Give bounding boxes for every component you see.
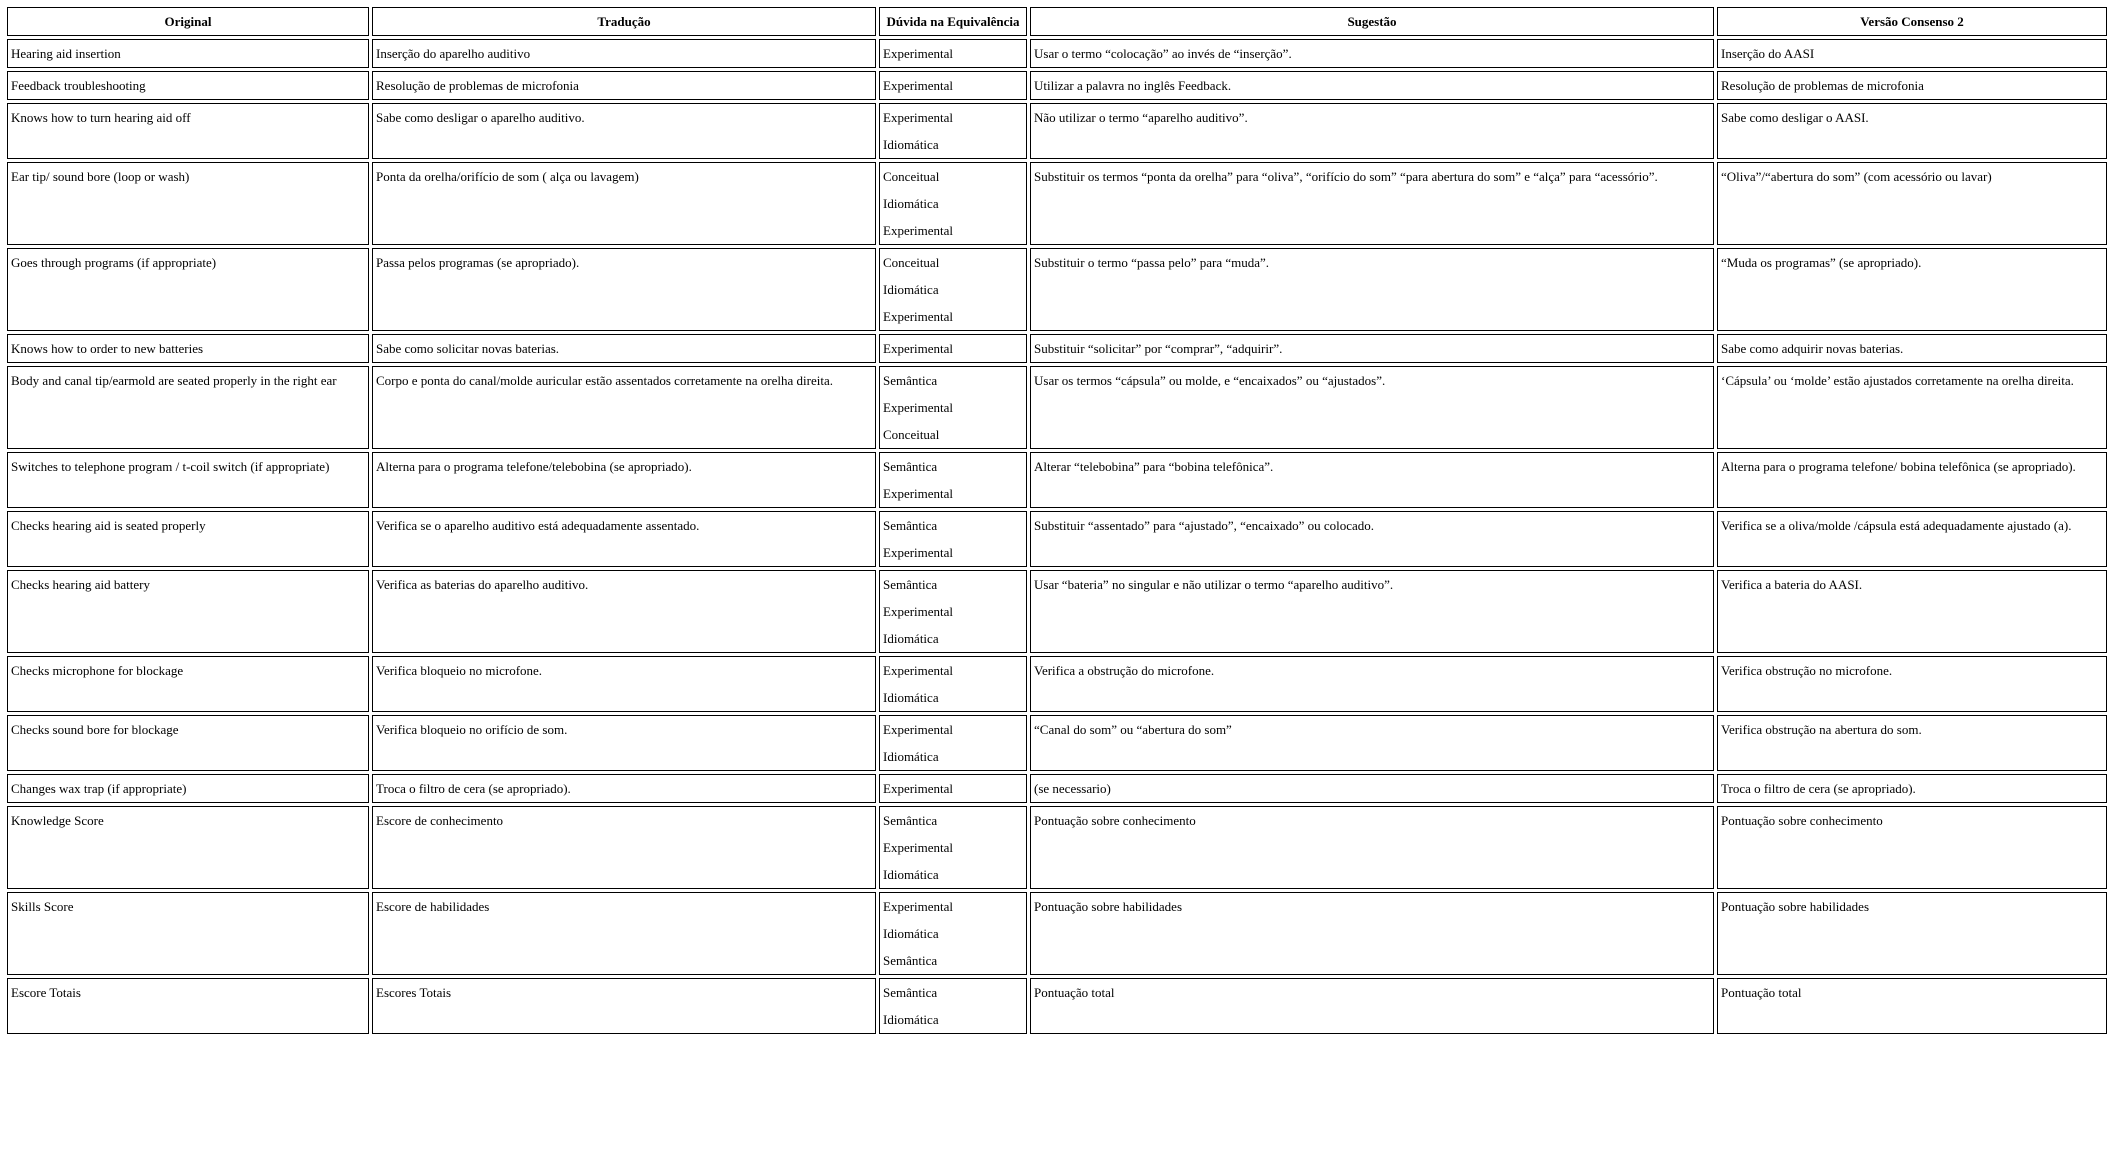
duvida-item: Semântica — [883, 459, 938, 474]
cell-consenso: Pontuação sobre conhecimento — [1717, 806, 2107, 889]
cell-traducao: Sabe como desligar o aparelho auditivo. — [372, 103, 876, 159]
cell-traducao: Corpo e ponta do canal/molde auricular estão assentados corretamente na orelha direita. — [372, 366, 876, 449]
cell-traducao: Ponta da orelha/orifício de som ( alça ou lavagem) — [372, 162, 876, 245]
cell-consenso: Inserção do AASI — [1717, 39, 2107, 68]
table-row — [7, 39, 2107, 68]
duvida-item: Semântica — [883, 577, 938, 592]
cell-sugestao: Pontuação sobre conhecimento — [1030, 806, 1714, 889]
cell-consenso: Sabe como desligar o AASI. — [1717, 103, 2107, 159]
cell-sugestao: Alterar “telebobina” para “bobina telefônica”. — [1030, 452, 1714, 508]
cell-consenso: Verifica se a oliva/molde /cápsula está adequadamente ajustado (a). — [1717, 511, 2107, 567]
duvida-item: Conceitual — [883, 169, 940, 184]
table-row — [7, 71, 2107, 100]
cell-duvida — [879, 978, 1027, 1034]
table-row — [7, 452, 2107, 508]
cell-traducao: Troca o filtro de cera (se apropriado). — [372, 774, 876, 803]
cell-sugestao: Substituir “assentado” para “ajustado”, “encaixado” ou colocado. — [1030, 511, 1714, 567]
cell-sugestao: “Canal do som” ou “abertura do som” — [1030, 715, 1714, 771]
duvida-item: Experimental — [883, 110, 954, 125]
cell-consenso: Verifica obstrução na abertura do som. — [1717, 715, 2107, 771]
duvida-item: Experimental — [883, 223, 954, 238]
cell-sugestao: Substituir o termo “passa pelo” para “muda”. — [1030, 248, 1714, 331]
cell-original: Switches to telephone program / t-coil switch (if appropriate) — [7, 452, 369, 508]
cell-sugestao: Substituir os termos “ponta da orelha” para “oliva”, “orifício do som” “para abertura do som” e “alça” para “acessório”. — [1030, 162, 1714, 245]
cell-duvida — [879, 806, 1027, 889]
cell-duvida — [879, 452, 1027, 508]
table-row — [7, 366, 2107, 449]
cell-consenso: Resolução de problemas de microfonia — [1717, 71, 2107, 100]
cell-original: Checks sound bore for blockage — [7, 715, 369, 771]
duvida-item: Experimental — [883, 545, 954, 560]
cell-sugestao: Pontuação total — [1030, 978, 1714, 1034]
cell-traducao: Escore de habilidades — [372, 892, 876, 975]
table-row — [7, 978, 2107, 1034]
cell-traducao: Resolução de problemas de microfonia — [372, 71, 876, 100]
cell-sugestao: Verifica a obstrução do microfone. — [1030, 656, 1714, 712]
header-traducao: Tradução — [372, 7, 876, 36]
cell-consenso: ‘Cápsula’ ou ‘molde’ estão ajustados corretamente na orelha direita. — [1717, 366, 2107, 449]
duvida-item: Idiomática — [883, 1012, 939, 1027]
cell-original: Hearing aid insertion — [7, 39, 369, 68]
cell-original: Escore Totais — [7, 978, 369, 1034]
table-row — [7, 715, 2107, 771]
cell-duvida — [879, 366, 1027, 449]
table-row — [7, 162, 2107, 245]
table-row — [7, 334, 2107, 363]
table-row — [7, 511, 2107, 567]
cell-traducao: Inserção do aparelho auditivo — [372, 39, 876, 68]
duvida-item: Idiomática — [883, 196, 939, 211]
cell-consenso: Troca o filtro de cera (se apropriado). — [1717, 774, 2107, 803]
duvida-item: Experimental — [883, 899, 954, 914]
duvida-item: Experimental — [883, 840, 954, 855]
duvida-item: Conceitual — [883, 427, 940, 442]
duvida-item: Experimental — [883, 46, 954, 61]
cell-duvida — [879, 71, 1027, 100]
cell-sugestao: Utilizar a palavra no inglês Feedback. — [1030, 71, 1714, 100]
table-body — [7, 39, 2107, 1034]
duvida-item: Experimental — [883, 722, 954, 737]
duvida-item: Experimental — [883, 400, 954, 415]
header-row — [7, 7, 2107, 36]
duvida-item: Experimental — [883, 663, 954, 678]
header-sugestao: Sugestão — [1030, 7, 1714, 36]
cell-original: Checks hearing aid is seated properly — [7, 511, 369, 567]
cell-original: Goes through programs (if appropriate) — [7, 248, 369, 331]
cell-consenso: “Oliva”/“abertura do som” (com acessório ou lavar) — [1717, 162, 2107, 245]
cell-duvida — [879, 334, 1027, 363]
cell-sugestao: Usar os termos “cápsula” ou molde, e “encaixados” ou “ajustados”. — [1030, 366, 1714, 449]
header-original: Original — [7, 7, 369, 36]
cell-duvida — [879, 715, 1027, 771]
cell-traducao: Sabe como solicitar novas baterias. — [372, 334, 876, 363]
cell-sugestao: Substituir “solicitar” por “comprar”, “adquirir”. — [1030, 334, 1714, 363]
duvida-item: Experimental — [883, 486, 954, 501]
cell-traducao: Alterna para o programa telefone/telebobina (se apropriado). — [372, 452, 876, 508]
cell-original: Skills Score — [7, 892, 369, 975]
duvida-item: Idiomática — [883, 690, 939, 705]
duvida-item: Idiomática — [883, 926, 939, 941]
cell-duvida — [879, 570, 1027, 653]
cell-original: Body and canal tip/earmold are seated properly in the right ear — [7, 366, 369, 449]
cell-original: Feedback troubleshooting — [7, 71, 369, 100]
cell-sugestao: Usar o termo “colocação” ao invés de “inserção”. — [1030, 39, 1714, 68]
cell-traducao: Verifica as baterias do aparelho auditivo. — [372, 570, 876, 653]
duvida-item: Conceitual — [883, 255, 940, 270]
duvida-item: Semântica — [883, 985, 938, 1000]
duvida-item: Idiomática — [883, 137, 939, 152]
cell-duvida — [879, 656, 1027, 712]
cell-original: Knowledge Score — [7, 806, 369, 889]
table-row — [7, 656, 2107, 712]
cell-consenso: Sabe como adquirir novas baterias. — [1717, 334, 2107, 363]
cell-consenso: Alterna para o programa telefone/ bobina telefônica (se apropriado). — [1717, 452, 2107, 508]
cell-original: Ear tip/ sound bore (loop or wash) — [7, 162, 369, 245]
cell-duvida — [879, 511, 1027, 567]
duvida-item: Experimental — [883, 78, 954, 93]
duvida-item: Experimental — [883, 309, 954, 324]
cell-traducao: Verifica bloqueio no orifício de som. — [372, 715, 876, 771]
cell-original: Checks hearing aid battery — [7, 570, 369, 653]
cell-traducao: Escores Totais — [372, 978, 876, 1034]
table-row — [7, 892, 2107, 975]
table-row — [7, 806, 2107, 889]
cell-consenso: Verifica obstrução no microfone. — [1717, 656, 2107, 712]
cell-consenso: Pontuação total — [1717, 978, 2107, 1034]
cell-traducao: Verifica se o aparelho auditivo está adequadamente assentado. — [372, 511, 876, 567]
cell-original: Knows how to turn hearing aid off — [7, 103, 369, 159]
cell-traducao: Passa pelos programas (se apropriado). — [372, 248, 876, 331]
cell-duvida — [879, 892, 1027, 975]
table-row — [7, 103, 2107, 159]
duvida-item: Idiomática — [883, 631, 939, 646]
cell-sugestao: Pontuação sobre habilidades — [1030, 892, 1714, 975]
cell-consenso: Verifica a bateria do AASI. — [1717, 570, 2107, 653]
table-row — [7, 248, 2107, 331]
cell-duvida — [879, 103, 1027, 159]
cell-original: Knows how to order to new batteries — [7, 334, 369, 363]
cell-original: Changes wax trap (if appropriate) — [7, 774, 369, 803]
duvida-item: Idiomática — [883, 749, 939, 764]
cell-traducao: Escore de conhecimento — [372, 806, 876, 889]
duvida-item: Experimental — [883, 604, 954, 619]
duvida-item: Idiomática — [883, 282, 939, 297]
cell-sugestao: Usar “bateria” no singular e não utilizar o termo “aparelho auditivo”. — [1030, 570, 1714, 653]
cell-sugestao: Não utilizar o termo “aparelho auditivo”. — [1030, 103, 1714, 159]
duvida-item: Semântica — [883, 518, 938, 533]
equivalence-table — [4, 4, 2110, 1037]
cell-duvida — [879, 39, 1027, 68]
cell-original: Checks microphone for blockage — [7, 656, 369, 712]
duvida-item: Experimental — [883, 781, 954, 796]
duvida-item: Semântica — [883, 813, 938, 828]
cell-duvida — [879, 162, 1027, 245]
cell-traducao: Verifica bloqueio no microfone. — [372, 656, 876, 712]
duvida-item: Semântica — [883, 953, 938, 968]
cell-duvida — [879, 248, 1027, 331]
duvida-item: Semântica — [883, 373, 938, 388]
cell-consenso: “Muda os programas” (se apropriado). — [1717, 248, 2107, 331]
header-duvida: Dúvida na Equivalência — [879, 7, 1027, 36]
cell-duvida — [879, 774, 1027, 803]
table-row — [7, 570, 2107, 653]
cell-consenso: Pontuação sobre habilidades — [1717, 892, 2107, 975]
header-consenso: Versão Consenso 2 — [1717, 7, 2107, 36]
cell-sugestao: (se necessario) — [1030, 774, 1714, 803]
table-row — [7, 774, 2107, 803]
duvida-item: Experimental — [883, 341, 954, 356]
duvida-item: Idiomática — [883, 867, 939, 882]
